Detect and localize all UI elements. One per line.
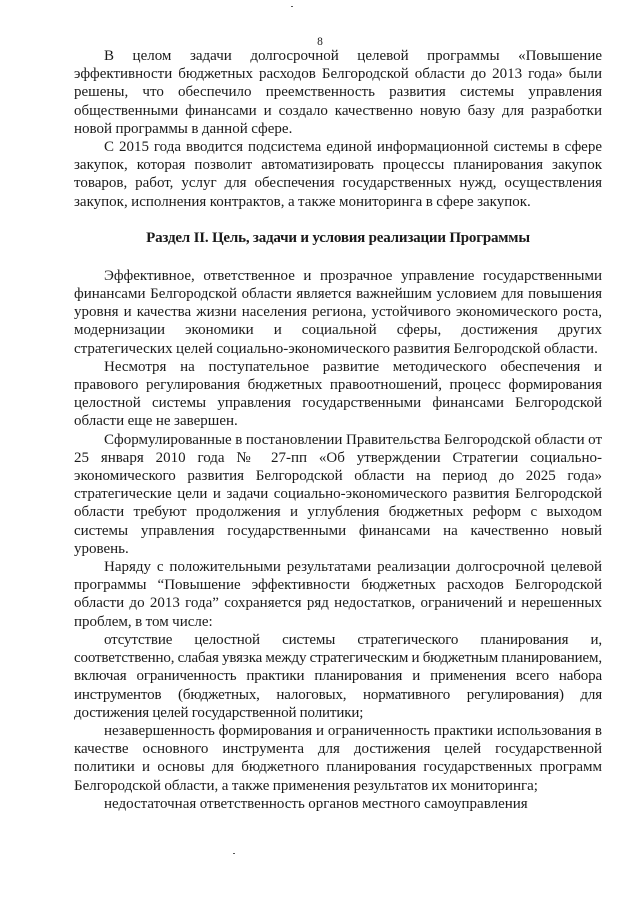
paragraph: Наряду с положительными результатами реализации долгосрочной целевой программы “Повышение эффективности бюджетных расходов Белгородской области до 2013 года” сохраняется ряд недостатков, ограничений и нерешенных проблем, в том числе: [74,559,602,630]
section-heading: Раздел II. Цель, задачи и условия реализации Программы [146,229,530,246]
page-number: 8 [317,36,323,48]
paragraph: Эффективное, ответственное и прозрачное управление государственными финансами Белгородской области является важнейшим условием для повышения уровня и качества жизни населения региона, устойчивого экономического роста, модернизации экономики и социальной сферы, достижения других стратегических целей социально-экономического развития Белгородской области. [74,267,602,357]
paragraph: С 2015 года вводится подсистема единой информационной системы в сфере закупок, которая позволит автоматизировать процессы планирования закупок товаров, работ, услуг для обеспечения государственных нужд, осуществления закупок, исполнения контрактов, а также мониторинга в сфере закупок. [74,139,602,210]
document-body [74,47,602,813]
paragraph: Несмотря на поступательное развитие методического обеспечения и правового регулирования бюджетных правоотношений, процесс формирования целостной системы управления государственными финансами Белгородской области еще не завершен. [74,358,602,430]
paragraph: В целом задачи долгосрочной целевой программы «Повышение эффективности бюджетных расходов Белгородской области до 2013 года» были решены, что обеспечило преемственность развития системы управления общественными финансами и создало качественно новую базу для разработки новой программы в данной сфере. [74,48,602,137]
list-item: недостаточная ответственность органов местного самоуправления [104,795,528,812]
scan-speck [291,6,293,7]
scan-speck [233,853,235,854]
paragraph: Сформулированные в постановлении Правительства Белгородской области от 25 января 2010 года № 27-пп «Об утверждении Стратегии социально-экономического развития Белгородской области на период до 2025 года» стратегические цели и задачи социально-экономического развития Белгородской области требуют продолжения и углубления бюджетных реформ с выходом системы управления государственными финансами на качественно новый уровень. [74,431,602,557]
list-item: отсутствие целостной системы стратегического планирования и, соответственно, слабая увязка между стратегическим и бюджетным планированием, включая ограниченность практики планирования и применения всего набора инструментов (бюджетных, налоговых, нормативного регулирования) для достижения целей государственной политики; [74,631,602,721]
list-item: незавершенность формирования и ограниченность практики использования в качестве основного инструмента для достижения целей государственной политики и основы для бюджетного планирования государственных программ Белгородской области, а также применения результатов их мониторинга; [74,722,602,794]
